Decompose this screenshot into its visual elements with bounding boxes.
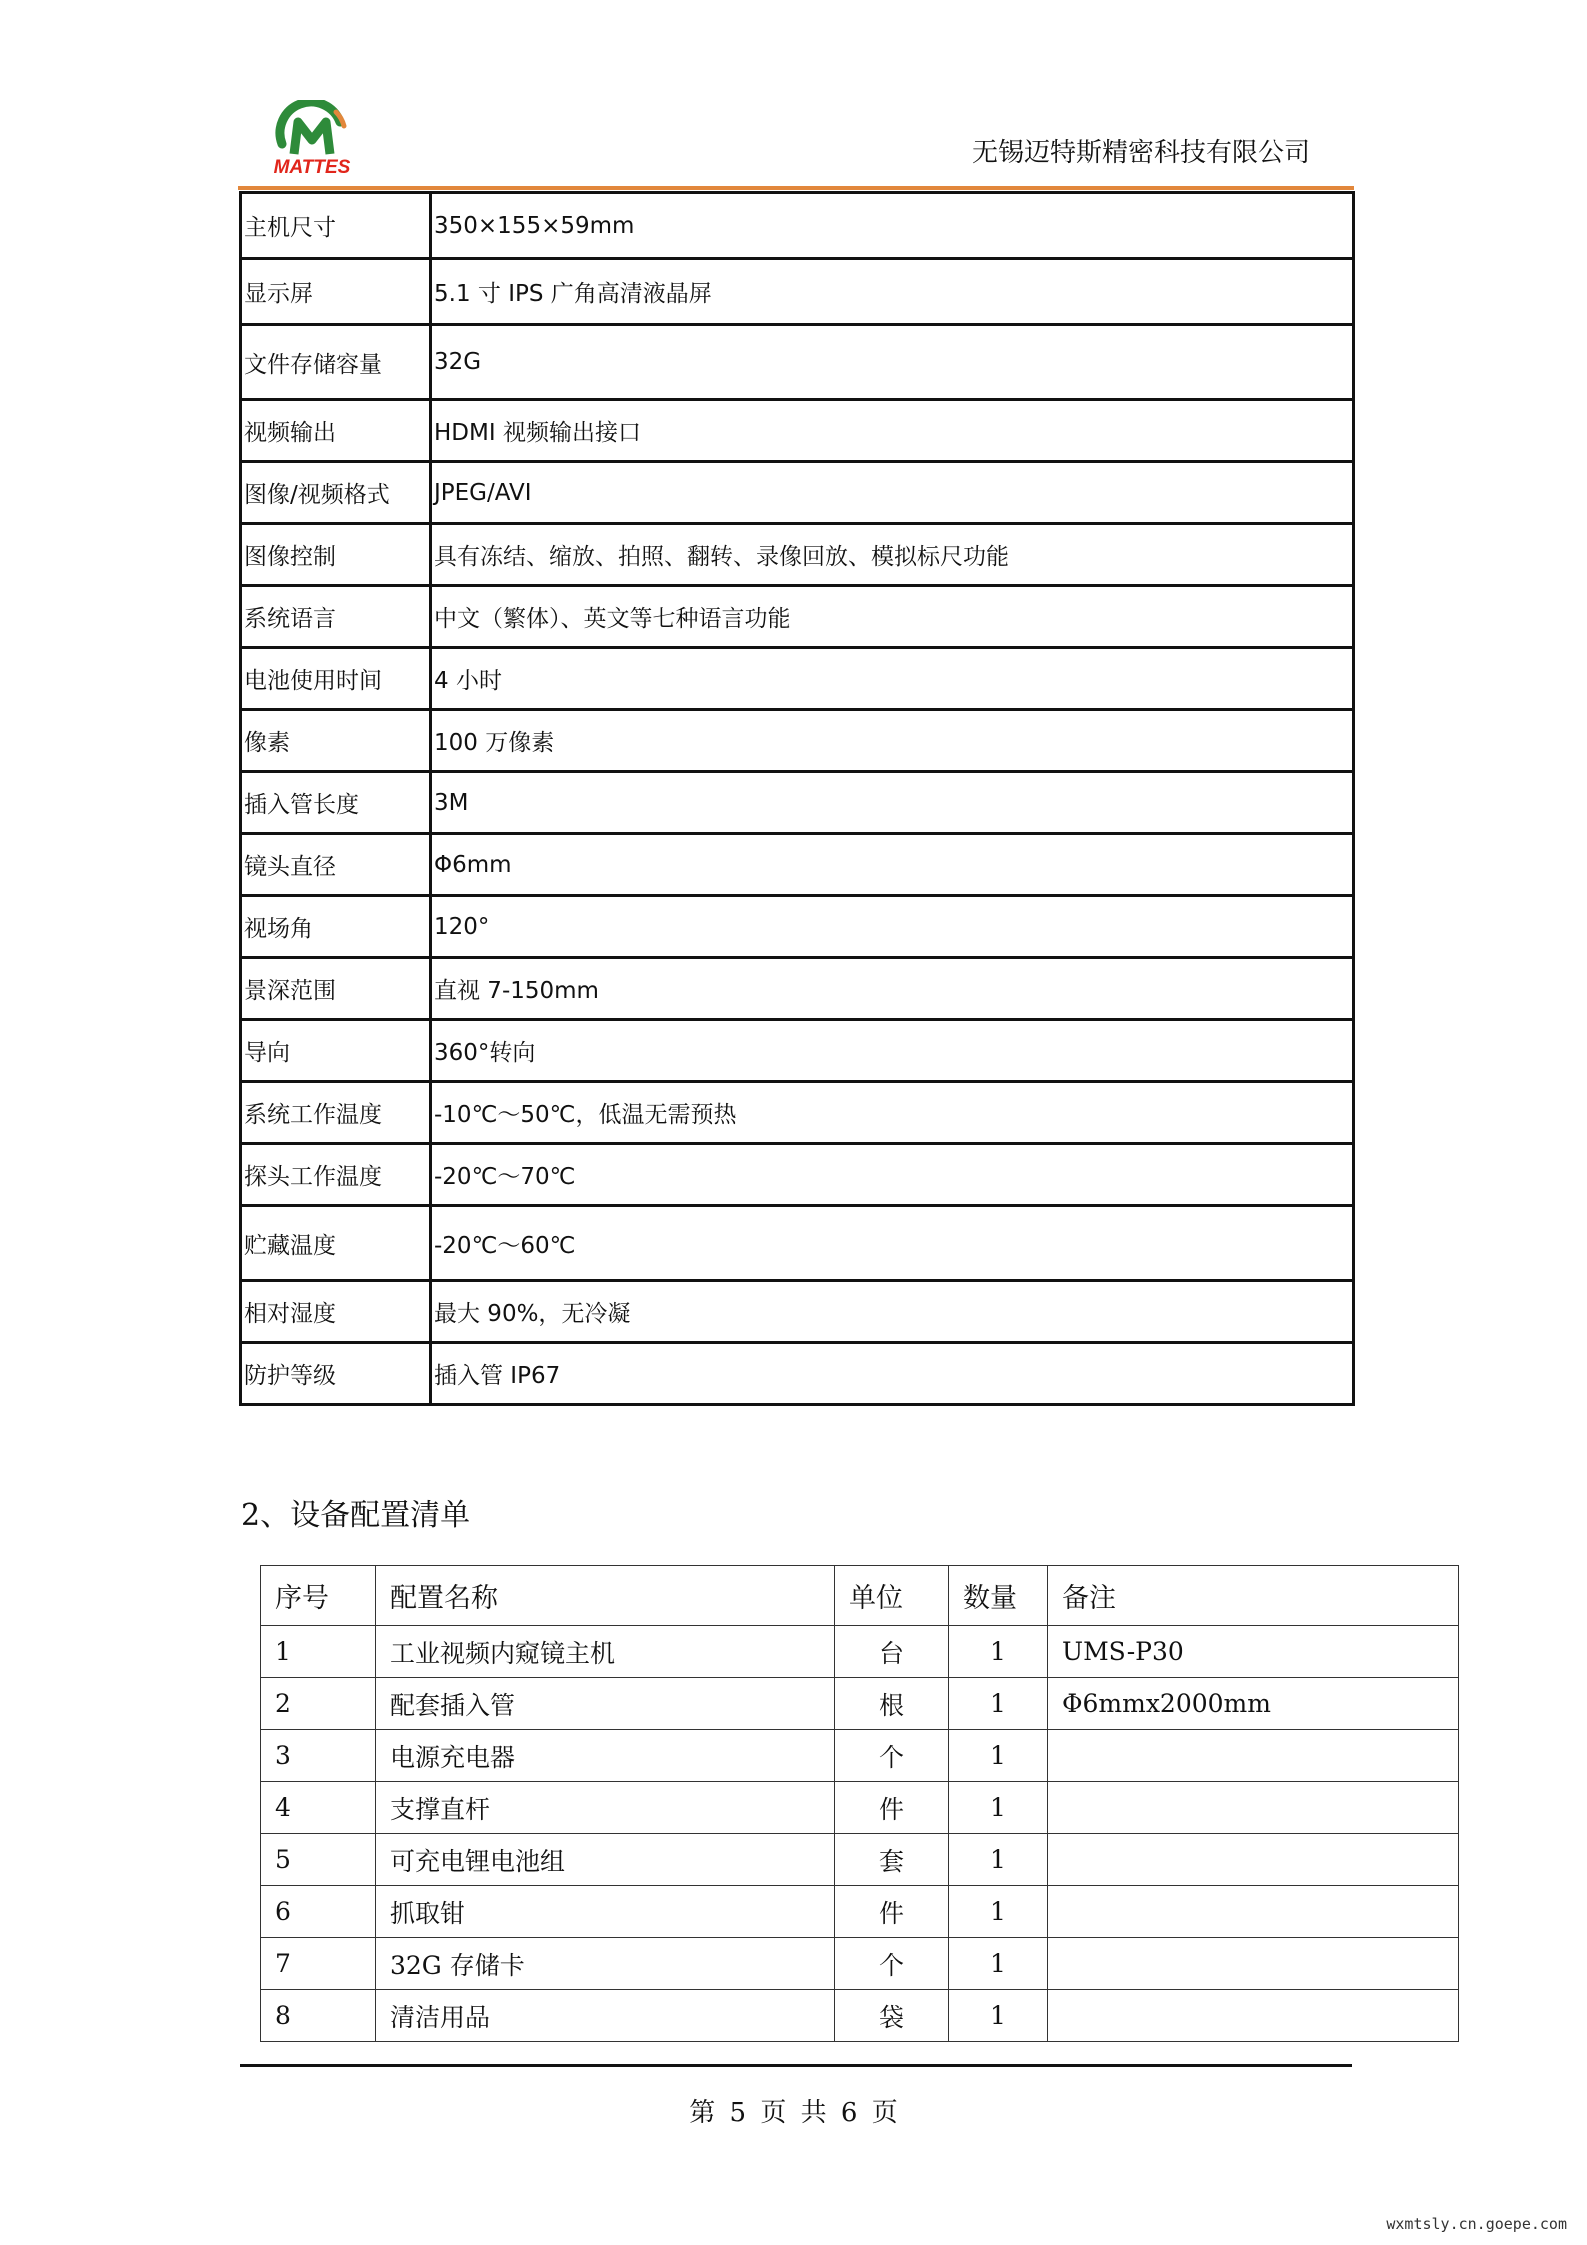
spec-value: -10℃～50℃，低温无需预热 bbox=[431, 1082, 1354, 1144]
name-cell: 电源充电器 bbox=[376, 1730, 835, 1782]
spec-key: 视频输出 bbox=[241, 400, 431, 462]
spec-row bbox=[241, 325, 1354, 400]
config-header-index-cell: 序号 bbox=[261, 1566, 376, 1626]
table-row bbox=[261, 1730, 1459, 1782]
spec-key: 景深范围 bbox=[241, 958, 431, 1020]
unit-cell: 个 bbox=[835, 1938, 949, 1990]
unit-cell: 件 bbox=[835, 1886, 949, 1938]
index-cell: 1 bbox=[261, 1626, 376, 1678]
spec-row bbox=[241, 958, 1354, 1020]
spec-key: 文件存储容量 bbox=[241, 325, 431, 400]
table-row bbox=[261, 1834, 1459, 1886]
spec-key: 镜头直径 bbox=[241, 834, 431, 896]
remark-cell bbox=[1048, 1834, 1459, 1886]
spec-row bbox=[241, 772, 1354, 834]
spec-row bbox=[241, 1206, 1354, 1281]
page-number: 第 5 页 共 6 页 bbox=[689, 2098, 898, 2128]
qty-cell: 1 bbox=[949, 1730, 1048, 1782]
name-cell: 支撑直杆 bbox=[376, 1782, 835, 1834]
table-row bbox=[261, 1626, 1459, 1678]
index-cell: 4 bbox=[261, 1782, 376, 1834]
spec-value: 5.1 寸 IPS 广角高清液晶屏 bbox=[431, 259, 1354, 325]
index-cell: 2 bbox=[261, 1678, 376, 1730]
remark-cell bbox=[1048, 1938, 1459, 1990]
spec-key: 系统语言 bbox=[241, 586, 431, 648]
section-title: 2、设备配置清单 bbox=[241, 1498, 471, 1533]
spec-row bbox=[241, 1343, 1354, 1405]
spec-key: 图像控制 bbox=[241, 524, 431, 586]
mattes-logo-icon bbox=[262, 100, 362, 162]
spec-key: 主机尺寸 bbox=[241, 193, 431, 259]
config-table bbox=[260, 1565, 1459, 2042]
table-row bbox=[261, 1678, 1459, 1730]
remark-cell bbox=[1048, 1886, 1459, 1938]
remark-cell bbox=[1048, 1990, 1459, 2042]
spec-value: 中文（繁体）、英文等七种语言功能 bbox=[431, 586, 1354, 648]
qty-cell: 1 bbox=[949, 1626, 1048, 1678]
footer-divider bbox=[240, 2064, 1352, 2067]
config-header-unit-cell: 单位 bbox=[835, 1566, 949, 1626]
spec-value: -20℃～60℃ bbox=[431, 1206, 1354, 1281]
name-cell: 清洁用品 bbox=[376, 1990, 835, 2042]
spec-row bbox=[241, 896, 1354, 958]
spec-row bbox=[241, 834, 1354, 896]
spec-key: 图像/视频格式 bbox=[241, 462, 431, 524]
spec-value: 32G bbox=[431, 325, 1354, 400]
name-cell: 工业视频内窥镜主机 bbox=[376, 1626, 835, 1678]
qty-cell: 1 bbox=[949, 1990, 1048, 2042]
qty-cell: 1 bbox=[949, 1834, 1048, 1886]
spec-row bbox=[241, 259, 1354, 325]
table-row bbox=[261, 1938, 1459, 1990]
company-name: 无锡迈特斯精密科技有限公司 bbox=[971, 138, 1310, 168]
remark-cell bbox=[1048, 1730, 1459, 1782]
spec-value: 插入管 IP67 bbox=[431, 1343, 1354, 1405]
spec-key: 导向 bbox=[241, 1020, 431, 1082]
spec-value: 100 万像素 bbox=[431, 710, 1354, 772]
spec-value: 4 小时 bbox=[431, 648, 1354, 710]
brand-name: MATTES bbox=[273, 157, 351, 178]
index-cell: 5 bbox=[261, 1834, 376, 1886]
remark-cell: Φ6mmx2000mm bbox=[1048, 1678, 1459, 1730]
config-header-name-cell: 配置名称 bbox=[376, 1566, 835, 1626]
spec-row bbox=[241, 648, 1354, 710]
index-cell: 8 bbox=[261, 1990, 376, 2042]
spec-value: 360°转向 bbox=[431, 1020, 1354, 1082]
spec-value: 具有冻结、缩放、拍照、翻转、录像回放、模拟标尺功能 bbox=[431, 524, 1354, 586]
spec-row bbox=[241, 1082, 1354, 1144]
unit-cell: 根 bbox=[835, 1678, 949, 1730]
spec-key: 防护等级 bbox=[241, 1343, 431, 1405]
table-row bbox=[261, 1990, 1459, 2042]
spec-row bbox=[241, 193, 1354, 259]
spec-row bbox=[241, 1144, 1354, 1206]
spec-table bbox=[239, 191, 1355, 1406]
spec-value: 3M bbox=[431, 772, 1354, 834]
qty-cell: 1 bbox=[949, 1678, 1048, 1730]
spec-key: 视场角 bbox=[241, 896, 431, 958]
name-cell: 配套插入管 bbox=[376, 1678, 835, 1730]
index-cell: 3 bbox=[261, 1730, 376, 1782]
spec-key: 探头工作温度 bbox=[241, 1144, 431, 1206]
spec-key: 像素 bbox=[241, 710, 431, 772]
name-cell: 32G 存储卡 bbox=[376, 1938, 835, 1990]
spec-value: JPEG/AVI bbox=[431, 462, 1354, 524]
name-cell: 抓取钳 bbox=[376, 1886, 835, 1938]
spec-row bbox=[241, 524, 1354, 586]
spec-key: 显示屏 bbox=[241, 259, 431, 325]
index-cell: 6 bbox=[261, 1886, 376, 1938]
unit-cell: 件 bbox=[835, 1782, 949, 1834]
spec-row bbox=[241, 462, 1354, 524]
remark-cell: UMS-P30 bbox=[1048, 1626, 1459, 1678]
spec-key: 电池使用时间 bbox=[241, 648, 431, 710]
config-header-qty-cell: 数量 bbox=[949, 1566, 1048, 1626]
spec-key: 插入管长度 bbox=[241, 772, 431, 834]
unit-cell: 袋 bbox=[835, 1990, 949, 2042]
watermark: wxmtsly.cn.goepe.com bbox=[1386, 2215, 1567, 2233]
index-cell: 7 bbox=[261, 1938, 376, 1990]
remark-cell bbox=[1048, 1782, 1459, 1834]
spec-value: Φ6mm bbox=[431, 834, 1354, 896]
spec-value: -20℃～70℃ bbox=[431, 1144, 1354, 1206]
unit-cell: 台 bbox=[835, 1626, 949, 1678]
header-divider bbox=[238, 186, 1354, 190]
spec-key: 贮藏温度 bbox=[241, 1206, 431, 1281]
spec-key: 相对湿度 bbox=[241, 1281, 431, 1343]
spec-value: HDMI 视频输出接口 bbox=[431, 400, 1354, 462]
spec-value: 120° bbox=[431, 896, 1354, 958]
spec-value: 最大 90%，无冷凝 bbox=[431, 1281, 1354, 1343]
config-header-row bbox=[261, 1566, 1459, 1626]
qty-cell: 1 bbox=[949, 1938, 1048, 1990]
spec-row bbox=[241, 1020, 1354, 1082]
spec-row bbox=[241, 400, 1354, 462]
table-row bbox=[261, 1886, 1459, 1938]
spec-row bbox=[241, 710, 1354, 772]
table-row bbox=[261, 1782, 1459, 1834]
spec-row bbox=[241, 1281, 1354, 1343]
name-cell: 可充电锂电池组 bbox=[376, 1834, 835, 1886]
qty-cell: 1 bbox=[949, 1782, 1048, 1834]
unit-cell: 个 bbox=[835, 1730, 949, 1782]
config-header-remark-cell: 备注 bbox=[1048, 1566, 1459, 1626]
spec-row bbox=[241, 586, 1354, 648]
spec-value: 350×155×59mm bbox=[431, 193, 1354, 259]
spec-value: 直视 7-150mm bbox=[431, 958, 1354, 1020]
qty-cell: 1 bbox=[949, 1886, 1048, 1938]
unit-cell: 套 bbox=[835, 1834, 949, 1886]
company-logo bbox=[262, 100, 362, 182]
spec-key: 系统工作温度 bbox=[241, 1082, 431, 1144]
